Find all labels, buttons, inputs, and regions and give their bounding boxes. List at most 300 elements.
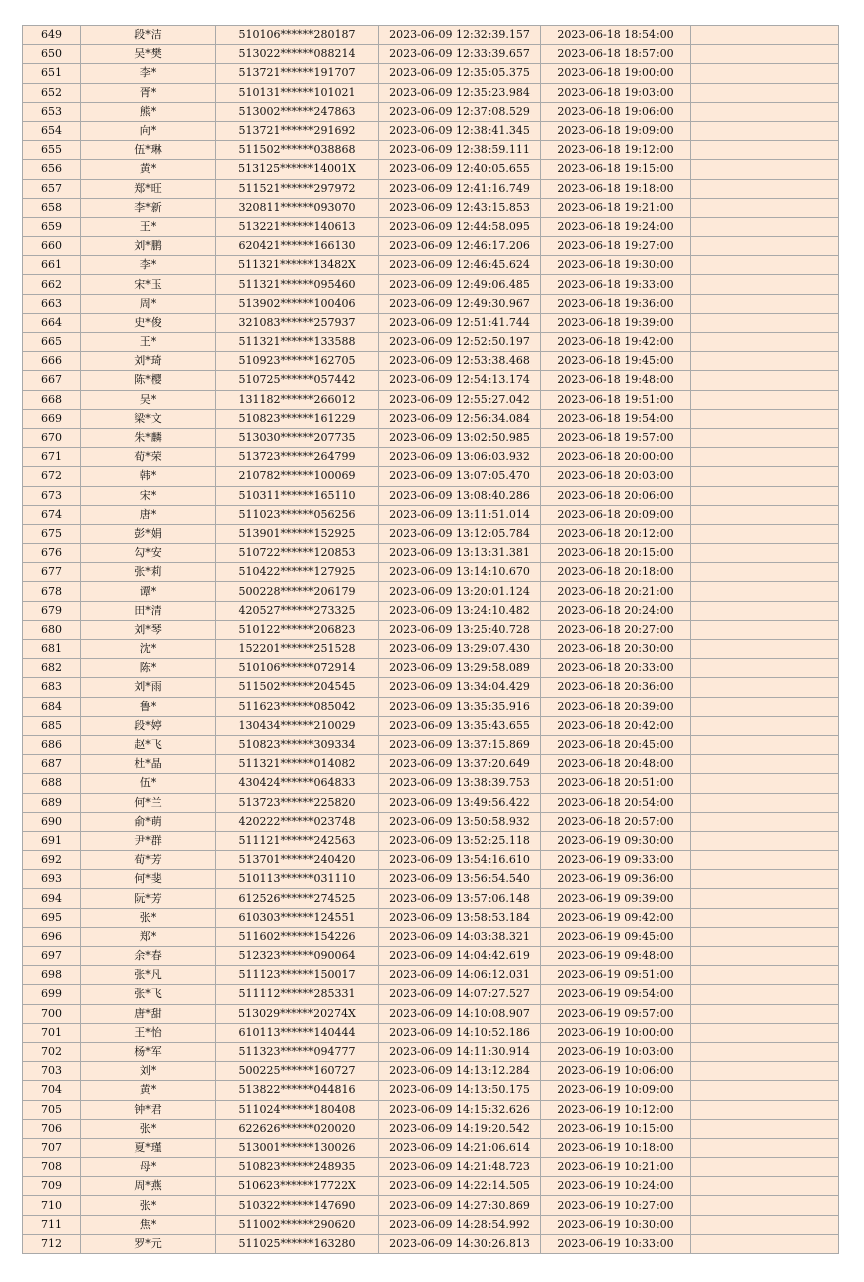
appointment-time-cell: 2023-06-18 20:15:00 (541, 544, 691, 563)
name-cell: 伍* (81, 774, 216, 793)
name-cell: 宋*玉 (81, 275, 216, 294)
name-cell: 吴*樊 (81, 45, 216, 64)
id-number-cell: 513822******044816 (216, 1081, 379, 1100)
submit-time-cell: 2023-06-09 13:56:54.540 (379, 870, 541, 889)
submit-time-cell: 2023-06-09 12:33:39.657 (379, 45, 541, 64)
name-cell: 赵*飞 (81, 735, 216, 754)
id-number-cell: 131182******266012 (216, 390, 379, 409)
appointment-time-cell: 2023-06-19 10:09:00 (541, 1081, 691, 1100)
note-cell (691, 390, 839, 409)
row-number-cell: 705 (23, 1100, 81, 1119)
appointment-time-cell: 2023-06-18 20:57:00 (541, 812, 691, 831)
note-cell (691, 1158, 839, 1177)
note-cell (691, 1100, 839, 1119)
appointment-time-cell: 2023-06-18 20:21:00 (541, 582, 691, 601)
table-row (23, 582, 839, 601)
table-row (23, 966, 839, 985)
note-cell (691, 812, 839, 831)
row-number-cell: 655 (23, 141, 81, 160)
note-cell (691, 1138, 839, 1157)
name-cell: 田*清 (81, 601, 216, 620)
name-cell: 谭* (81, 582, 216, 601)
appointment-time-cell: 2023-06-18 19:48:00 (541, 371, 691, 390)
note-cell (691, 64, 839, 83)
table-row (23, 1023, 839, 1042)
note-cell (691, 966, 839, 985)
name-cell: 梁*文 (81, 409, 216, 428)
submit-time-cell: 2023-06-09 12:35:23.984 (379, 83, 541, 102)
note-cell (691, 544, 839, 563)
table-row (23, 141, 839, 160)
submit-time-cell: 2023-06-09 12:37:08.529 (379, 102, 541, 121)
note-cell (691, 428, 839, 447)
name-cell: 周*燕 (81, 1177, 216, 1196)
id-number-cell: 510422******127925 (216, 563, 379, 582)
submit-time-cell: 2023-06-09 13:54:16.610 (379, 851, 541, 870)
id-number-cell: 510725******057442 (216, 371, 379, 390)
note-cell (691, 620, 839, 639)
submit-time-cell: 2023-06-09 13:08:40.286 (379, 486, 541, 505)
name-cell: 周* (81, 294, 216, 313)
submit-time-cell: 2023-06-09 13:50:58.932 (379, 812, 541, 831)
row-number-cell: 677 (23, 563, 81, 582)
note-cell (691, 409, 839, 428)
id-number-cell: 210782******100069 (216, 467, 379, 486)
submit-time-cell: 2023-06-09 14:28:54.992 (379, 1215, 541, 1234)
table-row (23, 851, 839, 870)
id-number-cell: 511321******13482X (216, 256, 379, 275)
id-number-cell: 513902******100406 (216, 294, 379, 313)
table-row (23, 237, 839, 256)
submit-time-cell: 2023-06-09 13:29:58.089 (379, 659, 541, 678)
table-row (23, 64, 839, 83)
name-cell: 杜*晶 (81, 755, 216, 774)
submit-time-cell: 2023-06-09 13:24:10.482 (379, 601, 541, 620)
submit-time-cell: 2023-06-09 13:37:15.869 (379, 735, 541, 754)
table-row (23, 505, 839, 524)
note-cell (691, 45, 839, 64)
appointment-time-cell: 2023-06-19 10:12:00 (541, 1100, 691, 1119)
row-number-cell: 678 (23, 582, 81, 601)
appointment-time-cell: 2023-06-18 20:18:00 (541, 563, 691, 582)
submit-time-cell: 2023-06-09 12:35:05.375 (379, 64, 541, 83)
id-number-cell: 513001******130026 (216, 1138, 379, 1157)
note-cell (691, 793, 839, 812)
submit-time-cell: 2023-06-09 13:37:20.649 (379, 755, 541, 774)
table-row (23, 735, 839, 754)
row-number-cell: 657 (23, 179, 81, 198)
table-row (23, 313, 839, 332)
appointment-time-cell: 2023-06-18 19:06:00 (541, 102, 691, 121)
appointment-time-cell: 2023-06-18 19:36:00 (541, 294, 691, 313)
submit-time-cell: 2023-06-09 12:46:45.624 (379, 256, 541, 275)
row-number-cell: 672 (23, 467, 81, 486)
table-row (23, 1062, 839, 1081)
appointment-time-cell: 2023-06-18 20:12:00 (541, 524, 691, 543)
id-number-cell: 510823******161229 (216, 409, 379, 428)
submit-time-cell: 2023-06-09 14:21:06.614 (379, 1138, 541, 1157)
row-number-cell: 681 (23, 640, 81, 659)
name-cell: 刘*琦 (81, 352, 216, 371)
note-cell (691, 448, 839, 467)
submit-time-cell: 2023-06-09 13:25:40.728 (379, 620, 541, 639)
id-number-cell: 513723******225820 (216, 793, 379, 812)
note-cell (691, 333, 839, 352)
row-number-cell: 650 (23, 45, 81, 64)
note-cell (691, 313, 839, 332)
note-cell (691, 467, 839, 486)
table-row (23, 812, 839, 831)
id-number-cell: 420527******273325 (216, 601, 379, 620)
note-cell (691, 563, 839, 582)
name-cell: 伍*琳 (81, 141, 216, 160)
note-cell (691, 1062, 839, 1081)
submit-time-cell: 2023-06-09 13:29:07.430 (379, 640, 541, 659)
name-cell: 王* (81, 333, 216, 352)
appointment-time-cell: 2023-06-18 19:18:00 (541, 179, 691, 198)
appointment-time-cell: 2023-06-19 10:30:00 (541, 1215, 691, 1234)
id-number-cell: 510322******147690 (216, 1196, 379, 1215)
id-number-cell: 511321******014082 (216, 755, 379, 774)
submit-time-cell: 2023-06-09 13:12:05.784 (379, 524, 541, 543)
row-number-cell: 679 (23, 601, 81, 620)
row-number-cell: 701 (23, 1023, 81, 1042)
appointment-time-cell: 2023-06-18 20:27:00 (541, 620, 691, 639)
submit-time-cell: 2023-06-09 14:22:14.505 (379, 1177, 541, 1196)
submit-time-cell: 2023-06-09 12:44:58.095 (379, 217, 541, 236)
appointment-time-cell: 2023-06-19 09:33:00 (541, 851, 691, 870)
row-number-cell: 696 (23, 927, 81, 946)
id-number-cell: 511321******133588 (216, 333, 379, 352)
id-number-cell: 511002******290620 (216, 1215, 379, 1234)
id-number-cell: 513221******140613 (216, 217, 379, 236)
table-row (23, 601, 839, 620)
submit-time-cell: 2023-06-09 14:27:30.869 (379, 1196, 541, 1215)
name-cell: 荀*荣 (81, 448, 216, 467)
appointment-time-cell: 2023-06-19 09:45:00 (541, 927, 691, 946)
name-cell: 李*新 (81, 198, 216, 217)
id-number-cell: 510106******072914 (216, 659, 379, 678)
id-number-cell: 513125******14001X (216, 160, 379, 179)
name-cell: 张* (81, 1196, 216, 1215)
name-cell: 勾*安 (81, 544, 216, 563)
appointment-time-cell: 2023-06-18 18:54:00 (541, 26, 691, 45)
row-number-cell: 691 (23, 831, 81, 850)
submit-time-cell: 2023-06-09 12:43:15.853 (379, 198, 541, 217)
note-cell (691, 83, 839, 102)
table-row (23, 1119, 839, 1138)
row-number-cell: 706 (23, 1119, 81, 1138)
name-cell: 黄* (81, 160, 216, 179)
name-cell: 郑* (81, 927, 216, 946)
table-row (23, 889, 839, 908)
note-cell (691, 1081, 839, 1100)
row-number-cell: 685 (23, 716, 81, 735)
appointment-time-cell: 2023-06-18 20:36:00 (541, 678, 691, 697)
table-row (23, 1138, 839, 1157)
note-cell (691, 659, 839, 678)
table-row (23, 716, 839, 735)
row-number-cell: 663 (23, 294, 81, 313)
name-cell: 张* (81, 908, 216, 927)
table-row (23, 678, 839, 697)
submit-time-cell: 2023-06-09 13:13:31.381 (379, 544, 541, 563)
id-number-cell: 511502******038868 (216, 141, 379, 160)
row-number-cell: 666 (23, 352, 81, 371)
note-cell (691, 774, 839, 793)
name-cell: 段*婷 (81, 716, 216, 735)
name-cell: 李* (81, 64, 216, 83)
submit-time-cell: 2023-06-09 13:14:10.670 (379, 563, 541, 582)
table-row (23, 524, 839, 543)
id-number-cell: 130434******210029 (216, 716, 379, 735)
row-number-cell: 698 (23, 966, 81, 985)
note-cell (691, 678, 839, 697)
name-cell: 尹*群 (81, 831, 216, 850)
table-row (23, 697, 839, 716)
appointment-time-cell: 2023-06-19 09:42:00 (541, 908, 691, 927)
row-number-cell: 695 (23, 908, 81, 927)
appointment-time-cell: 2023-06-19 09:30:00 (541, 831, 691, 850)
row-number-cell: 680 (23, 620, 81, 639)
row-number-cell: 692 (23, 851, 81, 870)
row-number-cell: 662 (23, 275, 81, 294)
appointment-time-cell: 2023-06-18 19:12:00 (541, 141, 691, 160)
name-cell: 李* (81, 256, 216, 275)
appointment-time-cell: 2023-06-19 09:51:00 (541, 966, 691, 985)
id-number-cell: 420222******023748 (216, 812, 379, 831)
registration-table (22, 25, 839, 1254)
submit-time-cell: 2023-06-09 13:07:05.470 (379, 467, 541, 486)
note-cell (691, 217, 839, 236)
note-cell (691, 601, 839, 620)
row-number-cell: 689 (23, 793, 81, 812)
name-cell: 黄* (81, 1081, 216, 1100)
name-cell: 母* (81, 1158, 216, 1177)
submit-time-cell: 2023-06-09 13:20:01.124 (379, 582, 541, 601)
table-row (23, 275, 839, 294)
id-number-cell: 510113******031110 (216, 870, 379, 889)
table-row (23, 256, 839, 275)
submit-time-cell: 2023-06-09 13:06:03.932 (379, 448, 541, 467)
id-number-cell: 511502******204545 (216, 678, 379, 697)
submit-time-cell: 2023-06-09 12:54:13.174 (379, 371, 541, 390)
id-number-cell: 620421******166130 (216, 237, 379, 256)
submit-time-cell: 2023-06-09 12:52:50.197 (379, 333, 541, 352)
id-number-cell: 513701******240420 (216, 851, 379, 870)
note-cell (691, 505, 839, 524)
name-cell: 朱*麟 (81, 428, 216, 447)
table-row (23, 390, 839, 409)
appointment-time-cell: 2023-06-19 09:54:00 (541, 985, 691, 1004)
table-body (23, 26, 839, 1254)
row-number-cell: 670 (23, 428, 81, 447)
table-row (23, 985, 839, 1004)
row-number-cell: 711 (23, 1215, 81, 1234)
note-cell (691, 985, 839, 1004)
id-number-cell: 610113******140444 (216, 1023, 379, 1042)
row-number-cell: 687 (23, 755, 81, 774)
name-cell: 鲁* (81, 697, 216, 716)
name-cell: 夏*瑾 (81, 1138, 216, 1157)
table-row (23, 831, 839, 850)
id-number-cell: 511024******180408 (216, 1100, 379, 1119)
note-cell (691, 160, 839, 179)
submit-time-cell: 2023-06-09 13:57:06.148 (379, 889, 541, 908)
table-row (23, 1081, 839, 1100)
note-cell (691, 26, 839, 45)
row-number-cell: 697 (23, 947, 81, 966)
note-cell (691, 1177, 839, 1196)
note-cell (691, 102, 839, 121)
id-number-cell: 500225******160727 (216, 1062, 379, 1081)
table-row (23, 755, 839, 774)
id-number-cell: 511521******297972 (216, 179, 379, 198)
name-cell: 彭*娟 (81, 524, 216, 543)
table-row (23, 563, 839, 582)
appointment-time-cell: 2023-06-18 20:48:00 (541, 755, 691, 774)
name-cell: 罗*元 (81, 1234, 216, 1253)
id-number-cell: 622626******020020 (216, 1119, 379, 1138)
appointment-time-cell: 2023-06-18 19:42:00 (541, 333, 691, 352)
appointment-time-cell: 2023-06-18 19:51:00 (541, 390, 691, 409)
appointment-time-cell: 2023-06-18 19:27:00 (541, 237, 691, 256)
row-number-cell: 683 (23, 678, 81, 697)
submit-time-cell: 2023-06-09 12:32:39.157 (379, 26, 541, 45)
table-row (23, 774, 839, 793)
id-number-cell: 511121******242563 (216, 831, 379, 850)
table-row (23, 352, 839, 371)
name-cell: 钟*君 (81, 1100, 216, 1119)
row-number-cell: 649 (23, 26, 81, 45)
table-row (23, 448, 839, 467)
note-cell (691, 1119, 839, 1138)
table-row (23, 1215, 839, 1234)
note-cell (691, 198, 839, 217)
appointment-time-cell: 2023-06-19 09:57:00 (541, 1004, 691, 1023)
name-cell: 刘*鹏 (81, 237, 216, 256)
row-number-cell: 704 (23, 1081, 81, 1100)
note-cell (691, 1042, 839, 1061)
row-number-cell: 656 (23, 160, 81, 179)
note-cell (691, 831, 839, 850)
note-cell (691, 927, 839, 946)
row-number-cell: 660 (23, 237, 81, 256)
submit-time-cell: 2023-06-09 14:19:20.542 (379, 1119, 541, 1138)
row-number-cell: 702 (23, 1042, 81, 1061)
submit-time-cell: 2023-06-09 13:35:35.916 (379, 697, 541, 716)
appointment-time-cell: 2023-06-19 10:24:00 (541, 1177, 691, 1196)
appointment-time-cell: 2023-06-18 20:39:00 (541, 697, 691, 716)
name-cell: 张*凡 (81, 966, 216, 985)
appointment-time-cell: 2023-06-18 20:45:00 (541, 735, 691, 754)
note-cell (691, 1234, 839, 1253)
table-row (23, 428, 839, 447)
name-cell: 杨*军 (81, 1042, 216, 1061)
name-cell: 陈*樱 (81, 371, 216, 390)
note-cell (691, 1196, 839, 1215)
note-cell (691, 371, 839, 390)
id-number-cell: 513723******264799 (216, 448, 379, 467)
table-row (23, 908, 839, 927)
submit-time-cell: 2023-06-09 14:10:52.186 (379, 1023, 541, 1042)
id-number-cell: 610303******124551 (216, 908, 379, 927)
note-cell (691, 640, 839, 659)
id-number-cell: 511321******095460 (216, 275, 379, 294)
id-number-cell: 321083******257937 (216, 313, 379, 332)
id-number-cell: 513002******247863 (216, 102, 379, 121)
id-number-cell: 511602******154226 (216, 927, 379, 946)
submit-time-cell: 2023-06-09 14:30:26.813 (379, 1234, 541, 1253)
id-number-cell: 320811******093070 (216, 198, 379, 217)
note-cell (691, 582, 839, 601)
appointment-time-cell: 2023-06-18 19:00:00 (541, 64, 691, 83)
submit-time-cell: 2023-06-09 14:06:12.031 (379, 966, 541, 985)
row-number-cell: 668 (23, 390, 81, 409)
appointment-time-cell: 2023-06-19 10:33:00 (541, 1234, 691, 1253)
submit-time-cell: 2023-06-09 12:49:06.485 (379, 275, 541, 294)
note-cell (691, 1023, 839, 1042)
id-number-cell: 510923******162705 (216, 352, 379, 371)
name-cell: 吴* (81, 390, 216, 409)
submit-time-cell: 2023-06-09 14:04:42.619 (379, 947, 541, 966)
row-number-cell: 707 (23, 1138, 81, 1157)
note-cell (691, 697, 839, 716)
appointment-time-cell: 2023-06-19 10:06:00 (541, 1062, 691, 1081)
id-number-cell: 513029******20274X (216, 1004, 379, 1023)
submit-time-cell: 2023-06-09 14:11:30.914 (379, 1042, 541, 1061)
row-number-cell: 703 (23, 1062, 81, 1081)
id-number-cell: 511323******094777 (216, 1042, 379, 1061)
submit-time-cell: 2023-06-09 12:38:59.111 (379, 141, 541, 160)
submit-time-cell: 2023-06-09 13:38:39.753 (379, 774, 541, 793)
id-number-cell: 510106******280187 (216, 26, 379, 45)
note-cell (691, 735, 839, 754)
appointment-time-cell: 2023-06-18 19:09:00 (541, 121, 691, 140)
appointment-time-cell: 2023-06-18 20:09:00 (541, 505, 691, 524)
name-cell: 刘*琴 (81, 620, 216, 639)
id-number-cell: 513721******291692 (216, 121, 379, 140)
submit-time-cell: 2023-06-09 13:11:51.014 (379, 505, 541, 524)
name-cell: 唐*甜 (81, 1004, 216, 1023)
appointment-time-cell: 2023-06-19 09:48:00 (541, 947, 691, 966)
id-number-cell: 513030******207735 (216, 428, 379, 447)
id-number-cell: 510131******101021 (216, 83, 379, 102)
row-number-cell: 710 (23, 1196, 81, 1215)
id-number-cell: 510823******248935 (216, 1158, 379, 1177)
appointment-time-cell: 2023-06-18 20:00:00 (541, 448, 691, 467)
table-row (23, 870, 839, 889)
submit-time-cell: 2023-06-09 12:49:30.967 (379, 294, 541, 313)
submit-time-cell: 2023-06-09 14:10:08.907 (379, 1004, 541, 1023)
submit-time-cell: 2023-06-09 12:38:41.345 (379, 121, 541, 140)
row-number-cell: 673 (23, 486, 81, 505)
note-cell (691, 275, 839, 294)
row-number-cell: 684 (23, 697, 81, 716)
row-number-cell: 665 (23, 333, 81, 352)
appointment-time-cell: 2023-06-18 20:30:00 (541, 640, 691, 659)
note-cell (691, 1215, 839, 1234)
name-cell: 王*怡 (81, 1023, 216, 1042)
appointment-time-cell: 2023-06-19 10:18:00 (541, 1138, 691, 1157)
note-cell (691, 755, 839, 774)
appointment-time-cell: 2023-06-18 19:39:00 (541, 313, 691, 332)
table-row (23, 179, 839, 198)
appointment-time-cell: 2023-06-18 19:57:00 (541, 428, 691, 447)
name-cell: 张*飞 (81, 985, 216, 1004)
appointment-time-cell: 2023-06-18 20:51:00 (541, 774, 691, 793)
id-number-cell: 510823******309334 (216, 735, 379, 754)
